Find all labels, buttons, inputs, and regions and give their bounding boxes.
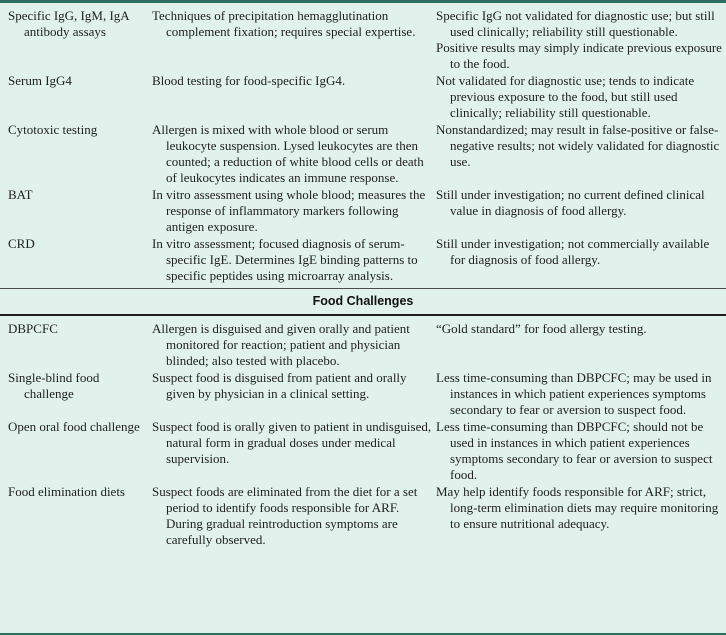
test-name-cell [8,73,148,121]
table-row [8,236,722,284]
test-description-cell [152,236,432,284]
test-name: Serum IgG4 [8,73,72,88]
test-comments-cell [436,321,722,369]
table-row [8,122,722,186]
test-name: Single-blind food challenge [8,370,100,401]
description-paragraph: In vitro assessment; focused diagnosis of serum-specific IgE. Determines IgE binding patterns to specific peptides using microarray analysis. [152,236,418,283]
table-row [8,484,722,548]
test-name-cell [8,8,148,72]
test-name-cell [8,122,148,186]
test-description-cell [152,321,432,369]
test-name: DBPCFC [8,321,58,336]
test-comments-cell [436,187,722,235]
comments-paragraph: Still under investigation; no current defined clinical value in diagnosis of food allergy. [436,187,705,218]
comments-paragraph: “Gold standard” for food allergy testing. [436,321,647,336]
test-name-cell [8,236,148,284]
description-paragraph: Blood testing for food-specific IgG4. [152,73,346,88]
test-name-cell [8,370,148,418]
description-paragraph: Allergen is mixed with whole blood or serum leukocyte suspension. Lysed leukocytes are then counted; a reduction of white blood cells or death of leukocytes indicates an immune response. [152,122,424,185]
test-comments-cell [436,73,722,121]
test-comments-cell [436,236,722,284]
test-name: BAT [8,187,33,202]
table-row [8,8,722,72]
test-name: Open oral food challenge [8,419,140,434]
test-name: Specific IgG, IgM, IgA antibody assays [8,8,129,39]
test-comments-cell [436,122,722,186]
comments-paragraph: Still under investigation; not commercially available for diagnosis of food allergy. [436,236,710,267]
table-row [8,321,722,369]
section-header-band [0,288,726,316]
test-name-cell [8,321,148,369]
comments-paragraph: Less time-consuming than DBPCFC; should not be used in instances in which patient experiences symptoms secondary to fear or aversion to suspect food. [436,419,713,482]
test-name: Food elimination diets [8,484,125,499]
table-row [8,419,722,483]
comments-paragraph: May help identify foods responsible for ARF; strict, long-term elimination diets may require monitoring to ensure nutritional adequacy. [436,484,719,531]
comments-paragraph: Specific IgG not validated for diagnostic use; but still used clinically; reliability still questionable. [436,8,715,39]
comments-paragraph: Not validated for diagnostic use; tends to indicate previous exposure to the food, but still used clinically; reliability still questionable. [436,73,695,120]
description-paragraph: Techniques of precipitation hemagglutination complement fixation; requires special expertise. [152,8,416,39]
test-description-cell [152,370,432,418]
test-description-cell [152,122,432,186]
test-comments-cell [436,419,722,483]
description-paragraph: Suspect food is disguised from patient and orally given by physician in a clinical setting. [152,370,407,401]
test-name: Cytotoxic testing [8,122,98,137]
table-row [8,370,722,418]
test-comments-cell [436,8,722,72]
test-description-cell [152,484,432,548]
description-paragraph: Suspect food is orally given to patient in undisguised, natural form in gradual doses under medical supervision. [152,419,432,466]
description-paragraph: Suspect foods are eliminated from the diet for a set period to identify foods responsible for ARF. During gradual reintroduction symptoms are carefully observed. [152,484,418,547]
section-header-label: Food Challenges [312,294,414,308]
test-name-cell [8,484,148,548]
test-name: CRD [8,236,35,251]
test-comments-cell [436,370,722,418]
test-description-cell [152,187,432,235]
test-description-cell [152,419,432,483]
test-comments-cell [436,484,722,548]
comments-paragraph: Positive results may simply indicate previous exposure to the food. [436,40,722,71]
table-row [8,187,722,235]
description-paragraph: Allergen is disguised and given orally and patient monitored for reaction; patient and physician blinded; also tested with placebo. [152,321,410,368]
test-description-cell [152,73,432,121]
description-paragraph: In vitro assessment using whole blood; measures the response of inflammatory markers following antigen exposure. [152,187,426,234]
test-description-cell [152,8,432,72]
table-row [8,73,722,121]
comments-paragraph: Nonstandardized; may result in false-positive or false-negative results; not widely validated for diagnostic use. [436,122,720,169]
comments-paragraph: Less time-consuming than DBPCFC; may be used in instances in which patient experiences symptoms secondary to fear or aversion to suspect food. [436,370,712,417]
test-name-cell [8,419,148,483]
test-name-cell [8,187,148,235]
